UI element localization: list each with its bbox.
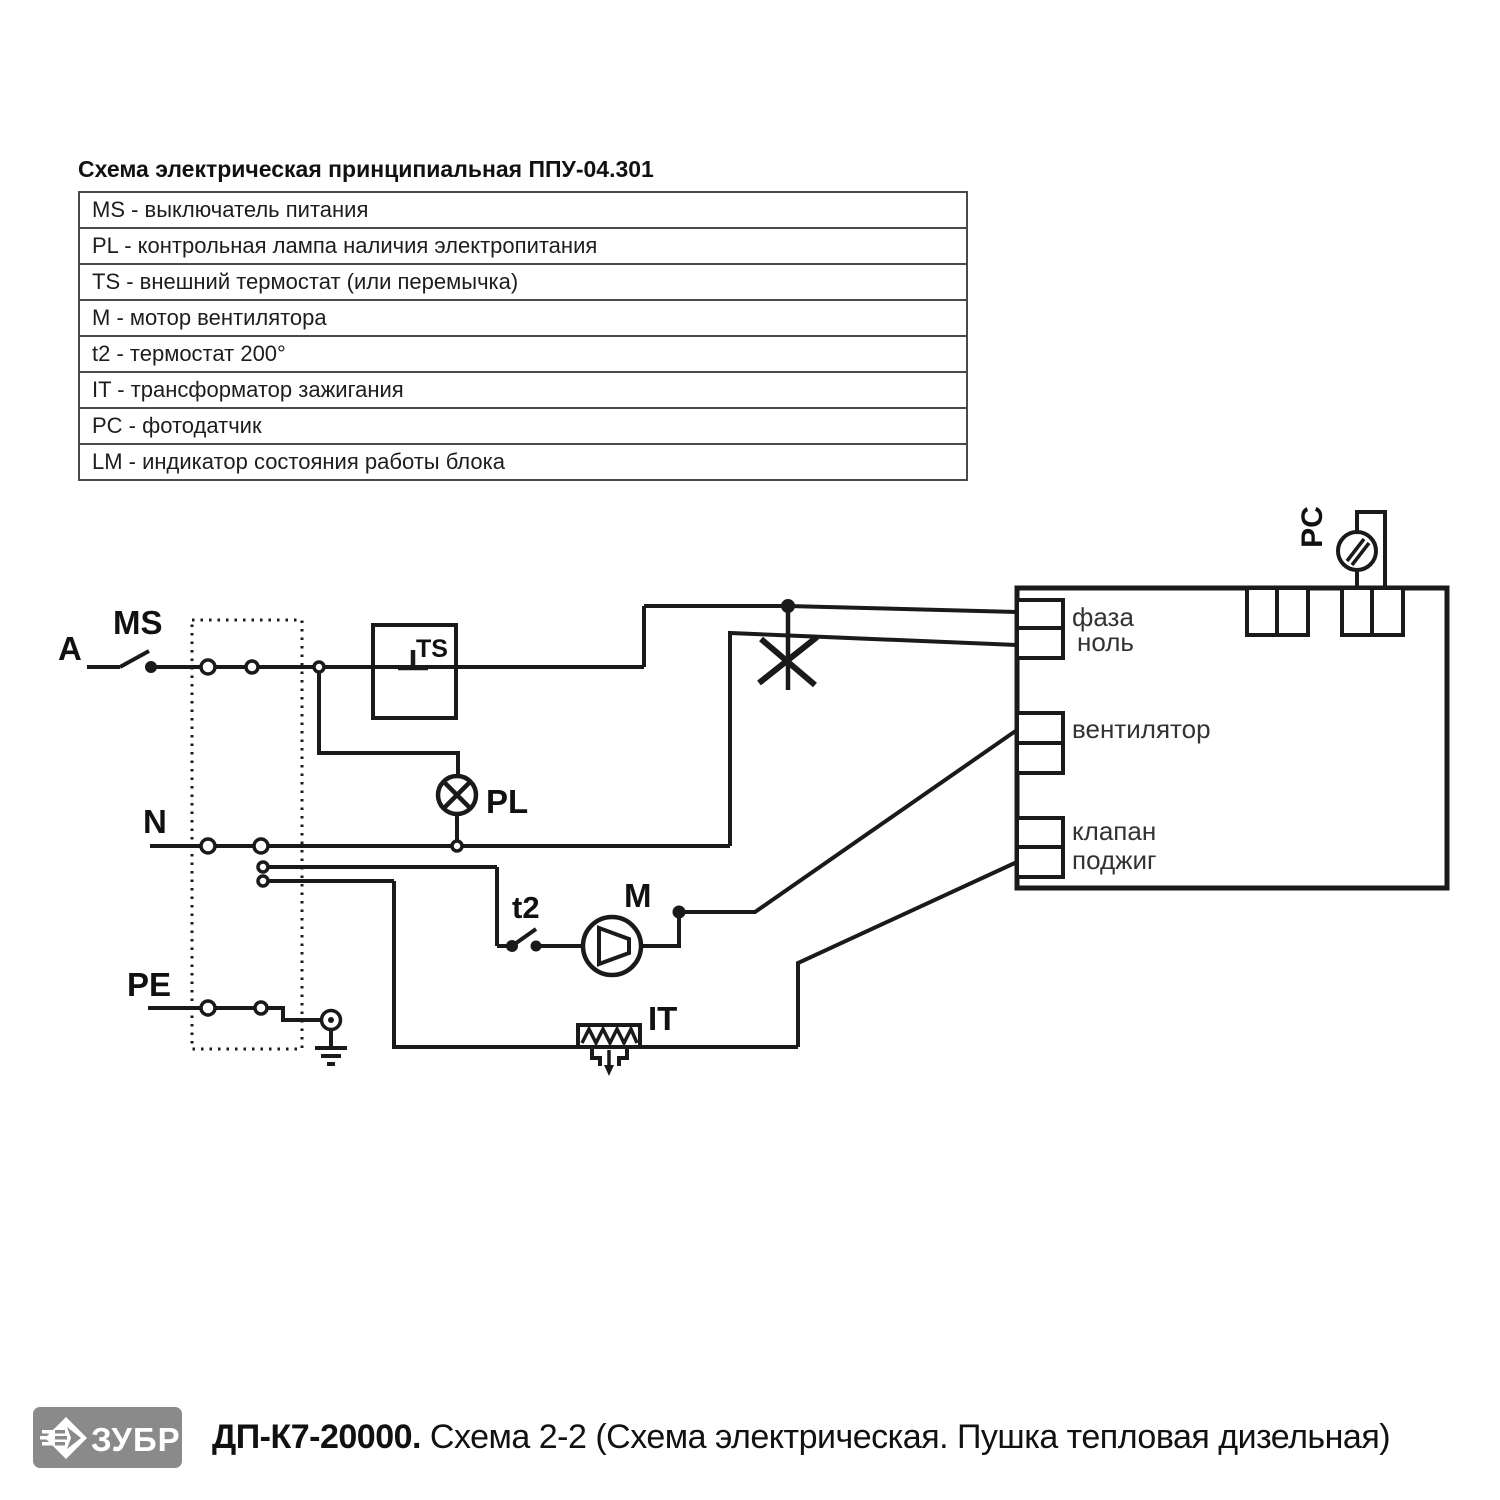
photo-sensor-symbol [1338,512,1385,588]
terminal-circle [201,660,215,674]
brand-name: ЗУБР [91,1420,181,1458]
terminal-neutral [1017,628,1063,658]
top-connector-2a [1342,588,1372,635]
top-connector-2b [1372,588,1403,635]
label-a: A [58,630,82,667]
ground-icon [315,1048,347,1064]
legend-row: MS - выключатель питания [78,191,968,229]
label-m: M [624,877,652,914]
label-it: IT [648,1000,678,1037]
top-connector-1b [1277,588,1308,635]
terminal-circle [246,661,258,673]
legend-row: PL - контрольная лампа наличия электропитания [78,227,968,265]
terminal-circle [258,876,268,886]
terminal-valve [1017,818,1063,847]
block-label-ignition: поджиг [1072,845,1157,875]
terminal-circle [201,839,215,853]
block-label-phase: фаза [1072,602,1134,632]
terminal-circle [255,1002,267,1014]
label-pe: PE [127,966,172,1003]
block-label-neutral: ноль [1077,627,1134,657]
block-label-fan: вентилятор [1072,714,1211,744]
ms-switch-blade [120,651,149,667]
legend-row: LM - индикатор состояния работы блока [78,443,968,481]
label-pc: PC [1296,506,1329,548]
junction-circle [314,662,324,672]
label-n: N [143,803,167,840]
terminal-ignition [1017,847,1063,877]
label-t2: t2 [512,890,540,925]
block-label-valve: клапан [1072,816,1157,846]
legend-row: IT - трансформатор зажигания [78,371,968,409]
earth-input-wire [148,1001,347,1064]
junction-circle [452,841,462,851]
power-lamp-branch [319,672,476,851]
terminal-circle [258,862,268,872]
diagram-title: Схема электрическая принципиальная ППУ-04.301 [78,156,654,182]
fan-motor-symbol [583,730,1017,975]
footer [33,1406,1413,1468]
terminal-fan-2 [1017,743,1063,773]
t2-switch [508,929,583,950]
neutral-input-wires [150,633,1017,1047]
terminal-phase [1017,600,1063,628]
model-number: ДП-К7-20000. [212,1417,421,1456]
label-pl: PL [486,783,529,820]
label-ts: TS [416,635,448,663]
legend-row: M - мотор вентилятора [78,299,968,337]
legend-row: t2 - термостат 200° [78,335,968,373]
brand-logo [33,1407,182,1468]
schema-caption: Схема 2-2 (Схема электрическая. Пушка тепловая дизельная) [429,1417,1391,1456]
legend-row: PC - фотодатчик [78,407,968,445]
label-ms: MS [113,604,163,641]
legend-row: TS - внешний термостат (или перемычка) [78,263,968,301]
terminal-circle [201,1001,215,1015]
connector-dotted-box [192,620,302,1049]
crossed-wires-icon [759,611,817,690]
zubr-logo-icon [40,1417,87,1459]
footer-caption [212,1418,1390,1457]
terminal-fan-1 [1017,713,1063,743]
top-connector-1a [1247,588,1277,635]
terminal-circle [254,839,268,853]
junction-dot [783,601,793,611]
